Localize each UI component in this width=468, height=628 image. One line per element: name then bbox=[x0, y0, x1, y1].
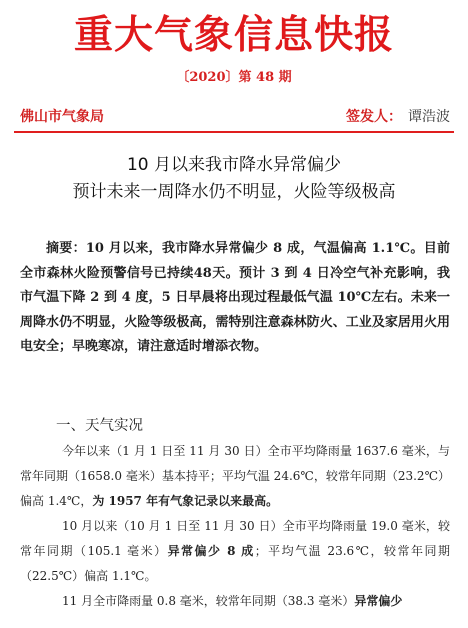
body-paragraph-3 bbox=[20, 589, 450, 614]
signer-label: 签发人： bbox=[346, 109, 402, 125]
issuing-bureau: 佛山市气象局 bbox=[20, 109, 104, 125]
headline-line-2: 预计未来一周降水仍不明显，火险等级极高 bbox=[72, 182, 396, 202]
issue-year: 〔2020〕 bbox=[176, 70, 239, 85]
section-heading-weather: 一、天气实况 bbox=[56, 418, 143, 434]
signer-name: 谭浩波 bbox=[408, 109, 450, 125]
byline bbox=[20, 106, 450, 128]
report-masthead: 重大气象信息快报 bbox=[73, 13, 394, 58]
abstract-paragraph: 摘要：10 月以来，我市降水异常偏少 8 成，气温偏高 1.1℃。目前全市森林火险预警信号已持续48天。预计 3 到 4 日冷空气补充影响，我市气温下降 2 到 4 度，5 日早晨将出现过程最低气温 10℃左右。未来一周降水仍不明显，火险等级极高，需特别注意森林防火、工业及家居用火用电安全；早晚寒凉，请注意适时增添衣物。 bbox=[20, 241, 450, 354]
signer bbox=[346, 106, 450, 126]
headline bbox=[0, 152, 468, 206]
paragraph-1-emphasis: 为 1957 年有气象记录以来最高。 bbox=[92, 493, 279, 508]
paragraph-3-emphasis: 异常偏少 bbox=[354, 594, 403, 608]
body-paragraph-1 bbox=[20, 439, 450, 513]
headline-line-1: 10 月以来我市降水异常偏少 bbox=[126, 155, 342, 175]
issue-number bbox=[0, 66, 468, 85]
paragraph-2-emphasis: 异常偏少 8 成 bbox=[167, 543, 255, 558]
paragraph-1-text: 今年以来（1 月 1 日至 11 月 30 日）全市平均降雨量 1637.6 毫米，与常年同期（1658.0 毫米）基本持平；平均气温 24.6℃，较常年同期（23.2℃）偏高 1.4℃， bbox=[20, 444, 450, 508]
body-paragraph-2 bbox=[20, 514, 450, 588]
paragraph-2-text: 10 月以来（10 月 1 日至 11 月 30 日）全市平均降雨量 19.0 毫米，较常年同期（105.1 毫米） bbox=[20, 519, 450, 558]
header-divider bbox=[14, 131, 454, 133]
paragraph-3-text: 11 月全市降雨量 0.8 毫米，较常年同期（38.3 毫米） bbox=[62, 594, 355, 608]
issue-index: 第 48 期 bbox=[238, 70, 292, 85]
paragraph-2-tail: ；平均气温 23.6℃，较常年同期（22.5℃）偏高 1.1℃。 bbox=[20, 543, 450, 583]
